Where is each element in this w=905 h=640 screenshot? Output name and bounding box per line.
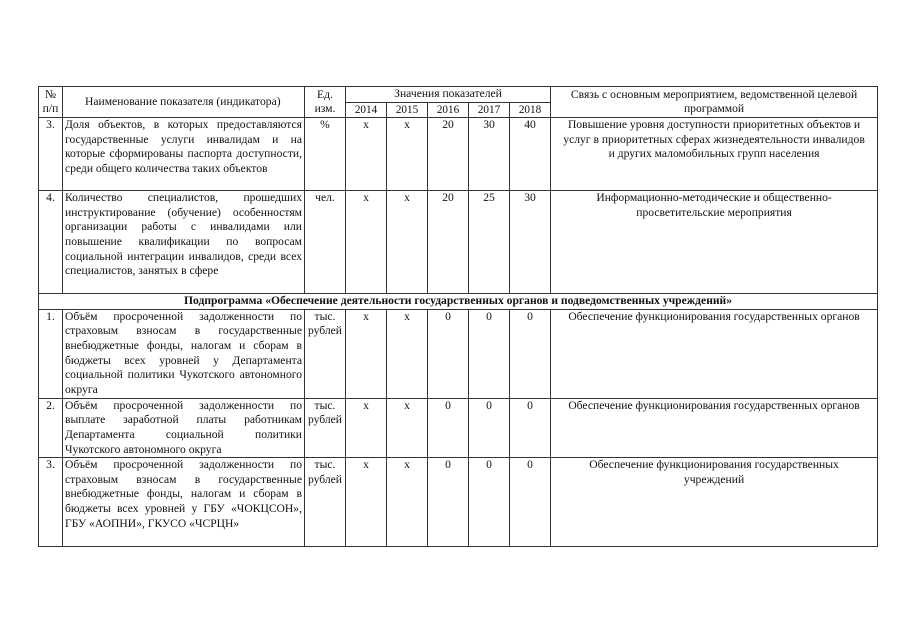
- row-name: Объём просроченной задолженности по выплате заработной платы работникам Департамента социальной политики Чукотского автономного округа: [63, 398, 305, 457]
- row-value: 30: [510, 191, 551, 294]
- table-row: [39, 191, 878, 294]
- row-value: 30: [469, 118, 510, 191]
- row-unit: тыс. рублей: [305, 309, 346, 398]
- row-unit: тыс. рублей: [305, 458, 346, 547]
- row-name: Объём просроченной задолженности по страховым взносам в государственные внебюджетные фонды, налогам и сборам в бюджеты всех уровней у ГБУ «ЧОКЦСОН», ГБУ «АОПНИ», ГКУСО «ЧСРЦН»: [63, 458, 305, 547]
- row-value: х: [387, 118, 428, 191]
- row-num: 3.: [39, 118, 63, 191]
- row-value: х: [346, 309, 387, 398]
- row-unit: тыс. рублей: [305, 398, 346, 457]
- header-num: № п/п: [39, 87, 63, 118]
- row-value: х: [346, 458, 387, 547]
- row-value: х: [387, 458, 428, 547]
- row-link: Обеспечение функционирования государственных органов: [551, 398, 878, 457]
- row-value: 40: [510, 118, 551, 191]
- row-value: 0: [469, 458, 510, 547]
- row-num: 4.: [39, 191, 63, 294]
- row-num: 1.: [39, 309, 63, 398]
- row-value: х: [346, 398, 387, 457]
- row-unit: чел.: [305, 191, 346, 294]
- row-link: Повышение уровня доступности приоритетных объектов и услуг в приоритетных сферах жизнедеятельности инвалидов и других маломобильных групп населения: [551, 118, 878, 191]
- row-name: Объём просроченной задолженности по страховым взносам в государственные внебюджетные фонды, налогам и сборам в бюджеты всех уровней у Департамента социальной политики Чукотского автономного округа: [63, 309, 305, 398]
- header-year: 2015: [387, 102, 428, 118]
- row-value: 0: [428, 458, 469, 547]
- header-row: [39, 87, 878, 103]
- header-name: Наименование показателя (индикатора): [63, 87, 305, 118]
- row-link: Информационно-методические и общественно-просветительские мероприятия: [551, 191, 878, 294]
- table-row: [39, 309, 878, 398]
- table-row: [39, 398, 878, 457]
- row-value: 20: [428, 191, 469, 294]
- header-values: Значения показателей: [346, 87, 551, 103]
- row-value: 25: [469, 191, 510, 294]
- row-value: 0: [510, 398, 551, 457]
- header-link: Связь с основным мероприятием, ведомственной целевой программой: [551, 87, 878, 118]
- row-num: 3.: [39, 458, 63, 547]
- header-year: 2017: [469, 102, 510, 118]
- header-year: 2018: [510, 102, 551, 118]
- subprogram-row: [39, 294, 878, 310]
- table-row: [39, 458, 878, 547]
- header-year: 2014: [346, 102, 387, 118]
- row-link: Обеспечение функционирования государственных учреждений: [551, 458, 878, 547]
- row-name: Доля объектов, в которых предоставляются государственные услуги инвалидам и на которые сформированы паспорта доступности, среди общего количества таких объектов: [63, 118, 305, 191]
- row-value: х: [346, 191, 387, 294]
- indicators-table: [38, 86, 878, 547]
- row-num: 2.: [39, 398, 63, 457]
- row-value: 0: [428, 398, 469, 457]
- row-value: х: [346, 118, 387, 191]
- header-year: 2016: [428, 102, 469, 118]
- subprogram-title: Подпрограмма «Обеспечение деятельности государственных органов и подведомственных учреждений»: [39, 294, 878, 310]
- row-unit: %: [305, 118, 346, 191]
- row-value: х: [387, 191, 428, 294]
- header-unit: Ед. изм.: [305, 87, 346, 118]
- row-value: 0: [469, 309, 510, 398]
- row-value: х: [387, 309, 428, 398]
- row-value: 0: [510, 458, 551, 547]
- row-value: х: [387, 398, 428, 457]
- row-value: 20: [428, 118, 469, 191]
- row-value: 0: [428, 309, 469, 398]
- row-name: Количество специалистов, прошедших инструктирование (обучение) особенностям организации работы с инвалидами или повышение квалификации по вопросам социальной интеграции инвалидов, среди всех специалистов, занятых в сфере: [63, 191, 305, 294]
- row-link: Обеспечение функционирования государственных органов: [551, 309, 878, 398]
- row-value: 0: [469, 398, 510, 457]
- row-value: 0: [510, 309, 551, 398]
- table-row: [39, 118, 878, 191]
